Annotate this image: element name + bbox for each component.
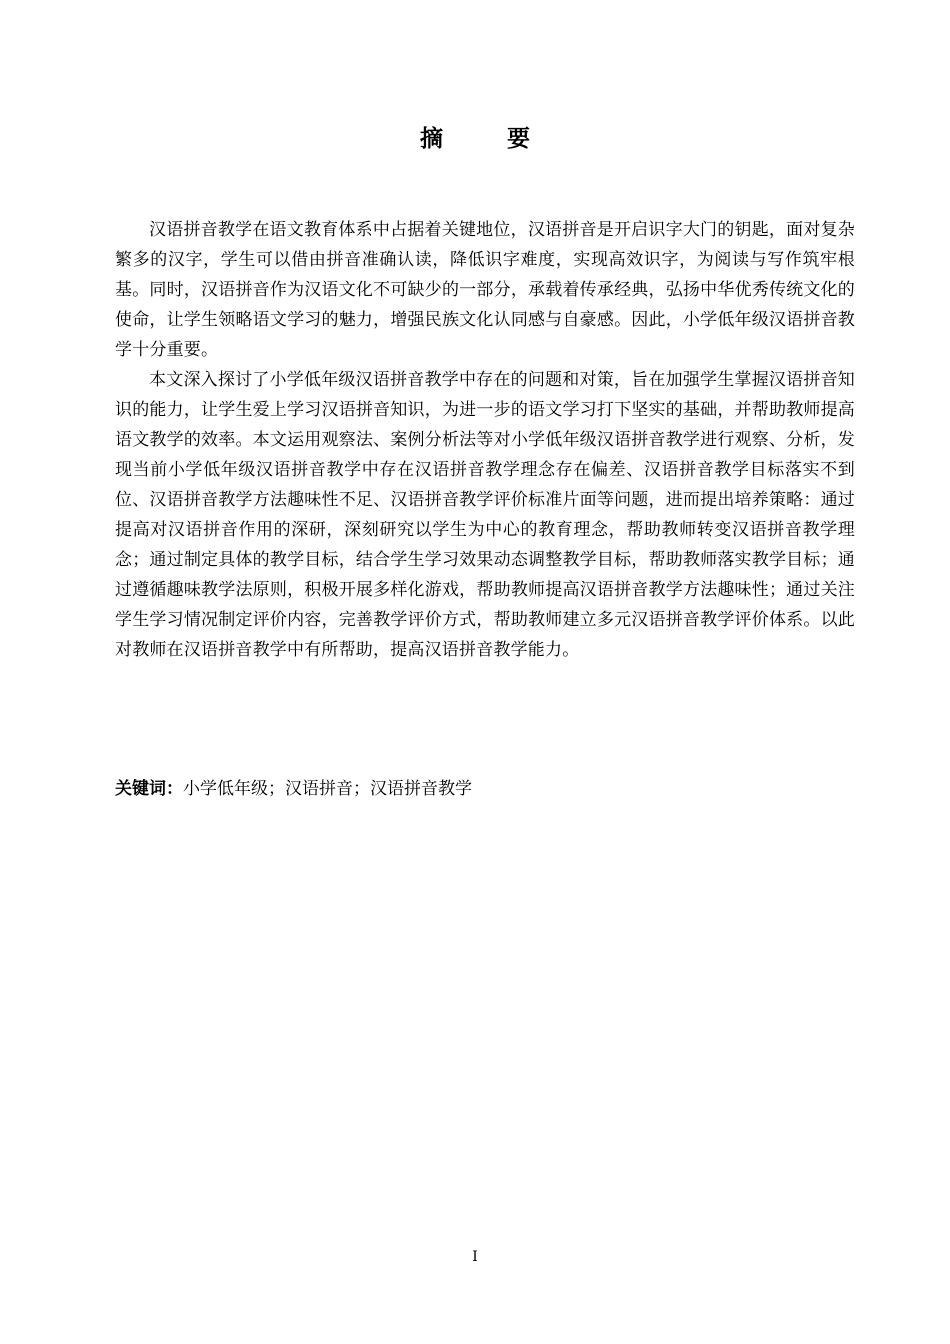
keywords-value: 小学低年级；汉语拼音；汉语拼音教学 xyxy=(183,779,472,799)
keywords-line xyxy=(115,774,855,804)
abstract-body xyxy=(115,215,855,665)
page-number: I xyxy=(472,1249,478,1265)
abstract-paragraph-1: 汉语拼音教学在语文教育体系中占据着关键地位，汉语拼音是开启识字大门的钥匙，面对复杂繁多的汉字，学生可以借由拼音准确认读，降低识字难度，实现高效识字，为阅读与写作筑牢根基。同时，汉语拼音作为汉语文化不可缺少的一部分，承载着传承经典，弘扬中华优秀传统文化的使命，让学生领略语文学习的魅力，增强民族文化认同感与自豪感。因此，小学低年级汉语拼音教学十分重要。 xyxy=(115,220,855,360)
abstract-title: 摘 要 xyxy=(419,126,558,152)
abstract-paragraph-2: 本文深入探讨了小学低年级汉语拼音教学中存在的问题和对策，旨在加强学生掌握汉语拼音知识的能力，让学生爱上学习汉语拼音知识，为进一步的语文学习打下坚实的基础，并帮助教师提高语文教学的效率。本文运用观察法、案例分析法等对小学低年级汉语拼音教学进行观察、分析，发现当前小学低年级汉语拼音教学中存在汉语拼音教学理念存在偏差、汉语拼音教学目标落实不到位、汉语拼音教学方法趣味性不足、汉语拼音教学评价标准片面等问题，进而提出培养策略：通过提高对汉语拼音作用的深研，深刻研究以学生为中心的教育理念，帮助教师转变汉语拼音教学理念；通过制定具体的教学目标，结合学生学习效果动态调整教学目标，帮助教师落实教学目标；通过遵循趣味教学法原则，积极开展多样化游戏，帮助教师提高汉语拼音教学方法趣味性；通过关注学生学习情况制定评价内容，完善教学评价方式，帮助教师建立多元汉语拼音教学评价体系。以此对教师在汉语拼音教学中有所帮助，提高汉语拼音教学能力。 xyxy=(115,370,855,660)
keywords-label: 关键词： xyxy=(115,779,183,799)
